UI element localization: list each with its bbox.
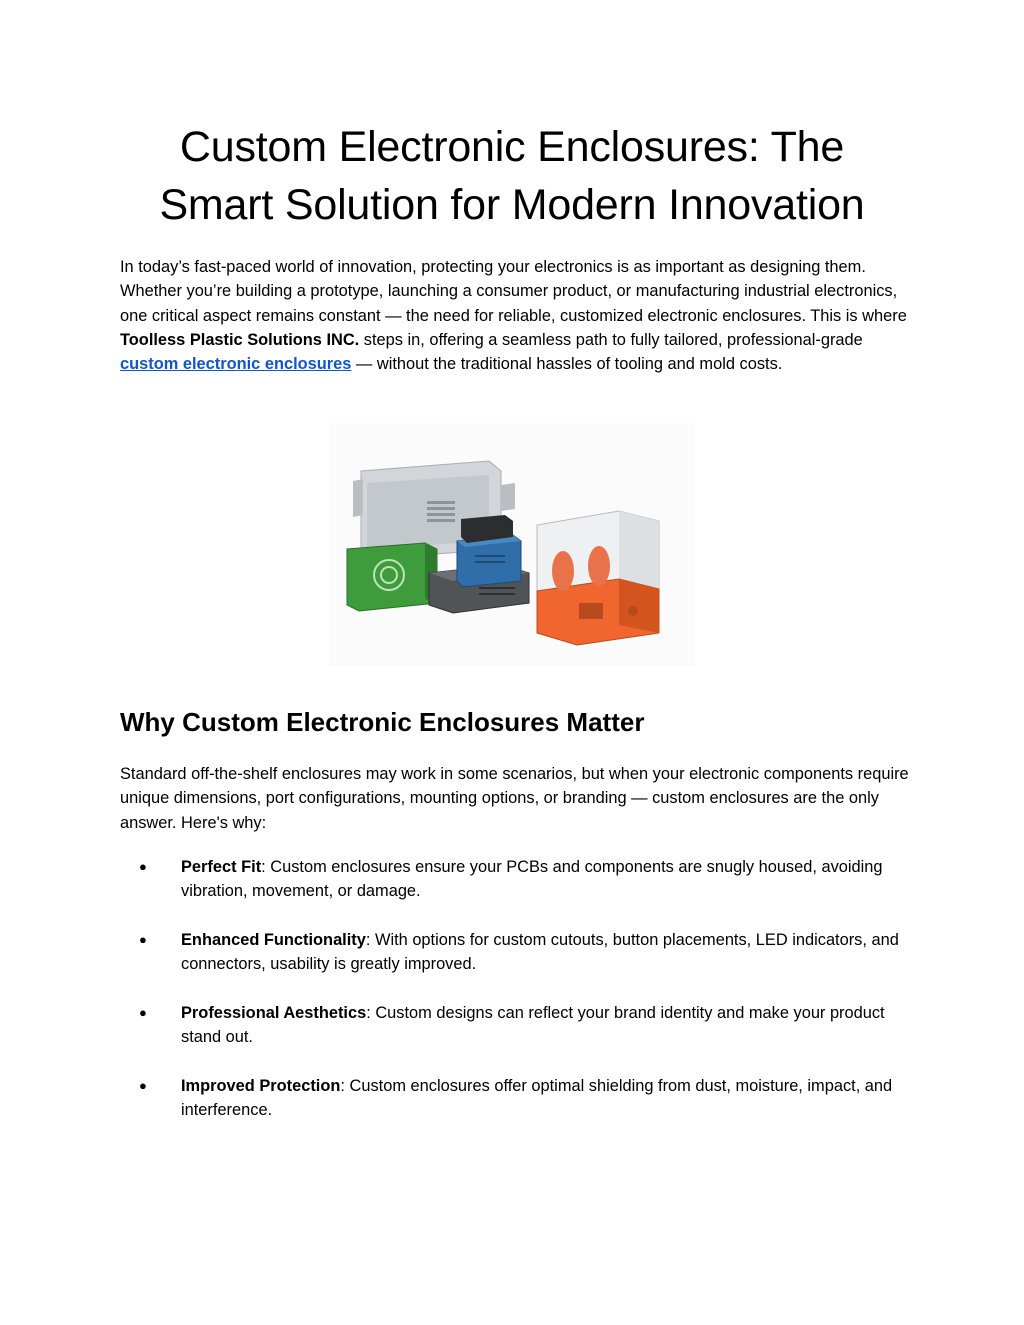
enclosures-product-photo-icon bbox=[329, 423, 695, 666]
page-title bbox=[120, 118, 904, 234]
custom-enclosures-link[interactable]: custom electronic enclosures bbox=[120, 355, 352, 374]
list-item-term: Improved Protection bbox=[181, 1076, 341, 1095]
intro-paragraph bbox=[120, 255, 910, 376]
bullet-icon: ● bbox=[139, 931, 147, 947]
section-heading: Why Custom Electronic Enclosures Matter bbox=[120, 707, 645, 737]
list-item-text: : Custom enclosures offer optimal shielding from dust, moisture, impact, and interference. bbox=[181, 1076, 893, 1119]
benefits-list bbox=[120, 855, 910, 1147]
bullet-icon: ● bbox=[139, 1004, 147, 1020]
list-item bbox=[120, 1001, 910, 1050]
list-item-term: Perfect Fit bbox=[181, 858, 262, 876]
list-item-text: : Custom designs can reflect your brand identity and make your product stand out. bbox=[181, 1003, 885, 1047]
intro-text-part-3: — without the traditional hassles of tooling and mold costs. bbox=[351, 355, 783, 374]
list-item-text: : Custom enclosures ensure your PCBs and components are snugly housed, avoiding vibration, movement, or damage. bbox=[181, 858, 883, 901]
company-name: Toolless Plastic Solutions INC. bbox=[120, 330, 360, 349]
enclosures-product-image bbox=[329, 423, 695, 666]
list-item-term: Enhanced Functionality bbox=[181, 930, 366, 949]
page-title-line-1: Custom Electronic Enclosures: The bbox=[179, 123, 845, 171]
section-intro-paragraph: Standard off-the-shelf enclosures may work in some scenarios, but when your electronic components require unique dimensions, port configurations, mounting options, or branding — custom enclosures are the only answer. Here's why: bbox=[120, 765, 909, 832]
bullet-icon: ● bbox=[139, 1077, 147, 1093]
list-item bbox=[120, 855, 910, 904]
bullet-icon: ● bbox=[139, 859, 147, 874]
intro-text-part-2: steps in, offering a seamless path to fully tailored, professional-grade bbox=[359, 330, 863, 349]
list-item bbox=[120, 1074, 910, 1123]
intro-text-part-1: In today’s fast-paced world of innovation, protecting your electronics is as important as designing them. Whether you’re building a prototype, launching a consumer product, or manufacturing industrial electronics, one critical aspect remains constant — the need for reliable, customized electronic enclosures. This is where bbox=[120, 258, 907, 325]
page-title-line-2: Smart Solution for Modern Innovation bbox=[159, 181, 865, 229]
list-item bbox=[120, 928, 910, 977]
list-item-term: Professional Aesthetics bbox=[181, 1003, 367, 1022]
list-item-text: : With options for custom cutouts, button placements, LED indicators, and connectors, usability is greatly improved. bbox=[181, 930, 899, 974]
